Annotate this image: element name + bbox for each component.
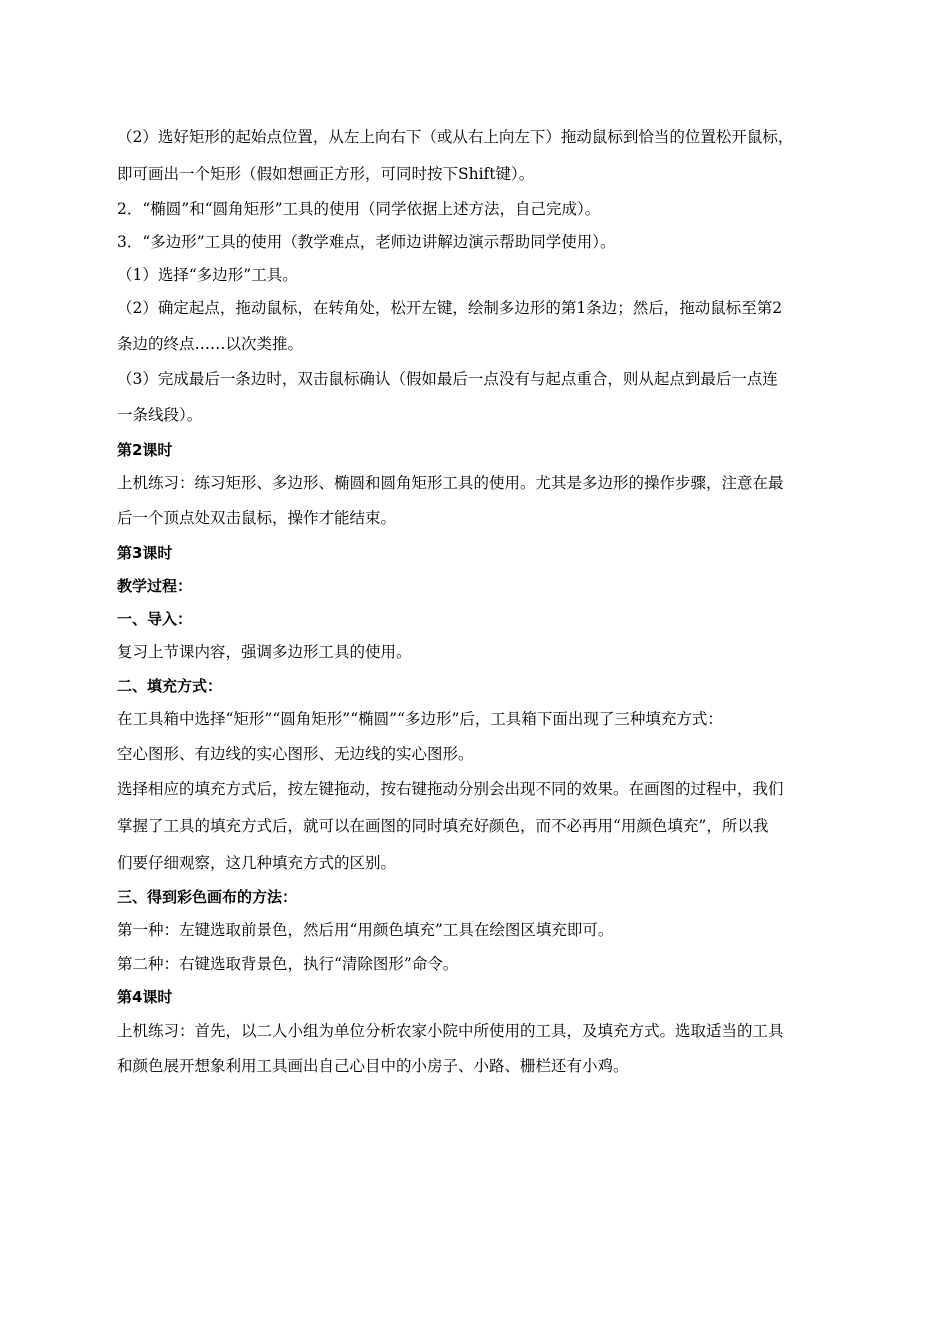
section-heading: 二、填充方式： — [117, 677, 223, 695]
text-line: 3．“多边形”工具的使用（教学难点，老师边讲解边演示帮助同学使用）。 — [117, 233, 616, 251]
section-heading: 第2课时 — [117, 441, 173, 459]
text-line: 们要仔细观察，这几种填充方式的区别。 — [117, 854, 397, 872]
section-heading: 三、得到彩色画布的方法： — [117, 888, 298, 906]
text-line: 选择相应的填充方式后，按左键拖动，按右键拖动分别会出现不同的效果。在画图的过程中，我们 — [117, 780, 784, 798]
section-heading: 教学过程： — [117, 577, 193, 595]
section-heading: 一、导入： — [117, 610, 193, 628]
text-line: 在工具箱中选择“矩形”“圆角矩形”“椭圆”“多边形”后，工具箱下面出现了三种填充方式： — [117, 710, 723, 728]
text-line: 掌握了工具的填充方式后，就可以在画图的同时填充好颜色，而不必再用“用颜色填充”，所以我 — [117, 817, 769, 835]
text-line: 后一个顶点处双击鼠标，操作才能结束。 — [117, 509, 397, 527]
text-line: （3）完成最后一条边时，双击鼠标确认（假如最后一点没有与起点重合，则从起点到最后一点连 — [117, 370, 778, 388]
text-line: 第二种：右键选取背景色，执行“清除图形”命令。 — [117, 955, 459, 973]
text-line: 即可画出一个矩形（假如想画正方形，可同时按下Shift键）。 — [117, 165, 535, 183]
text-line: 2．“椭圆”和“圆角矩形”工具的使用（同学依据上述方法，自己完成）。 — [117, 200, 601, 218]
text-line: 上机练习：首先，以二人小组为单位分析农家小院中所使用的工具，及填充方式。选取适当的工具 — [117, 1022, 784, 1040]
text-line: 一条线段）。 — [117, 406, 203, 424]
text-line: 空心图形、有边线的实心图形、无边线的实心图形。 — [117, 745, 474, 763]
section-heading: 第4课时 — [117, 988, 173, 1006]
text-line: 第一种：左键选取前景色，然后用“用颜色填充”工具在绘图区填充即可。 — [117, 921, 614, 939]
text-line: 上机练习：练习矩形、多边形、椭圆和圆角矩形工具的使用。尤其是多边形的操作步骤，注意在最 — [117, 474, 784, 492]
text-line: （1）选择“多边形”工具。 — [117, 266, 298, 284]
section-heading: 第3课时 — [117, 544, 173, 562]
text-line: 条边的终点……以次类推。 — [117, 335, 304, 353]
text-line: （2）确定起点，拖动鼠标，在转角处，松开左键，绘制多边形的第1条边；然后，拖动鼠标至第2 — [117, 299, 783, 317]
text-line: （2）选好矩形的起始点位置，从左上向右下（或从右上向左下）拖动鼠标到恰当的位置松开鼠标， — [117, 128, 794, 146]
text-line: 和颜色展开想象利用工具画出自己心目中的小房子、小路、栅栏还有小鸡。 — [117, 1057, 629, 1075]
text-line: 复习上节课内容，强调多边形工具的使用。 — [117, 643, 412, 661]
